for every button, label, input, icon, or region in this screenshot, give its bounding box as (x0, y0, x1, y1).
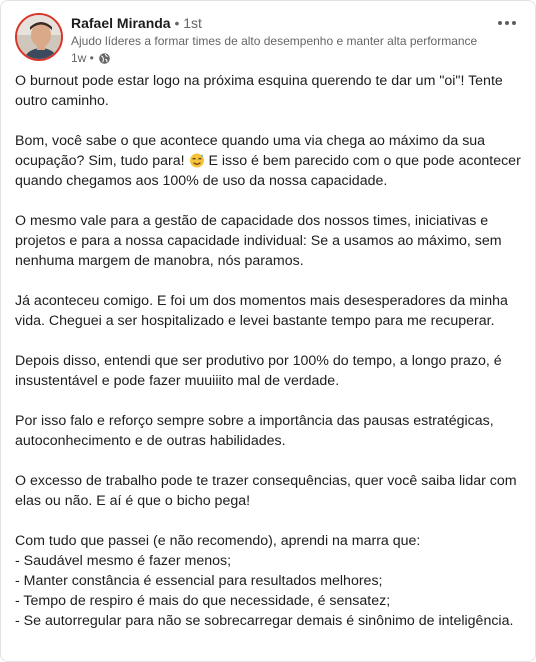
author-name-row (71, 14, 481, 32)
list-item: - Tempo de respiro é mais do que necessidade, é sensatez; (15, 593, 391, 609)
post-paragraph: O mesmo vale para a gestão de capacidade dos nossos times, iniciativas e projetos e para a nossa capacidade individual: Se a usamos ao máximo, sem nenhuma margem de manobra, nós paramos. (15, 213, 502, 269)
post-time: 1w • (71, 51, 94, 65)
globe-icon (98, 52, 111, 65)
post-paragraph: Já aconteceu comigo. E foi um dos momentos mais desesperadores da minha vida. Cheguei a ser hospitalizado e levei bastante tempo para me recuperar. (15, 293, 508, 329)
sweat-smile-emoji-icon (189, 152, 205, 168)
post-paragraph: O burnout pode estar logo na próxima esquina querendo te dar um "oi"! Tente outro caminho. (15, 73, 503, 109)
more-options-icon[interactable] (493, 13, 521, 33)
post-header (15, 13, 521, 65)
post-paragraph: Bom, você sabe o que acontece quando uma via chega ao máximo da sua ocupação? Sim, tudo para! E isso é bem parecido com o que pode acontecer quando chegamos aos 100% de uso da nossa capacidade. (15, 133, 521, 189)
list-item: - Se autorregular para não se sobrecarregar demais é sinônimo de inteligência. (15, 613, 514, 629)
post-paragraph: Depois disso, entendi que ser produtivo por 100% do tempo, a longo prazo, é insustentável e pode fazer muuiiito mal de verdade. (15, 353, 502, 389)
post-paragraph: Por isso falo e reforço sempre sobre a importância das pausas estratégicas, autoconhecimento e de outras habilidades. (15, 413, 494, 449)
author-name[interactable]: Rafael Miranda (71, 15, 171, 31)
post-paragraph: O excesso de trabalho pode te trazer consequências, quer você saiba lidar com elas ou não. E aí é que o bicho pega! (15, 473, 517, 509)
author-meta (71, 14, 481, 66)
author-headline: Ajudo líderes a formar times de alto desempenho e manter alta performance (71, 34, 478, 48)
lesson-list-intro: Com tudo que passei (e não recomendo), aprendi na marra que: (15, 533, 421, 549)
list-item: - Manter constância é essencial para resultados melhores; (15, 573, 383, 589)
avatar-image (17, 15, 63, 61)
post-body (15, 71, 521, 631)
connection-degree: • 1st (174, 15, 202, 31)
post-time-row (71, 50, 481, 66)
author-avatar[interactable] (15, 13, 63, 61)
lesson-list (15, 531, 521, 631)
list-item: - Saudável mesmo é fazer menos; (15, 553, 232, 569)
